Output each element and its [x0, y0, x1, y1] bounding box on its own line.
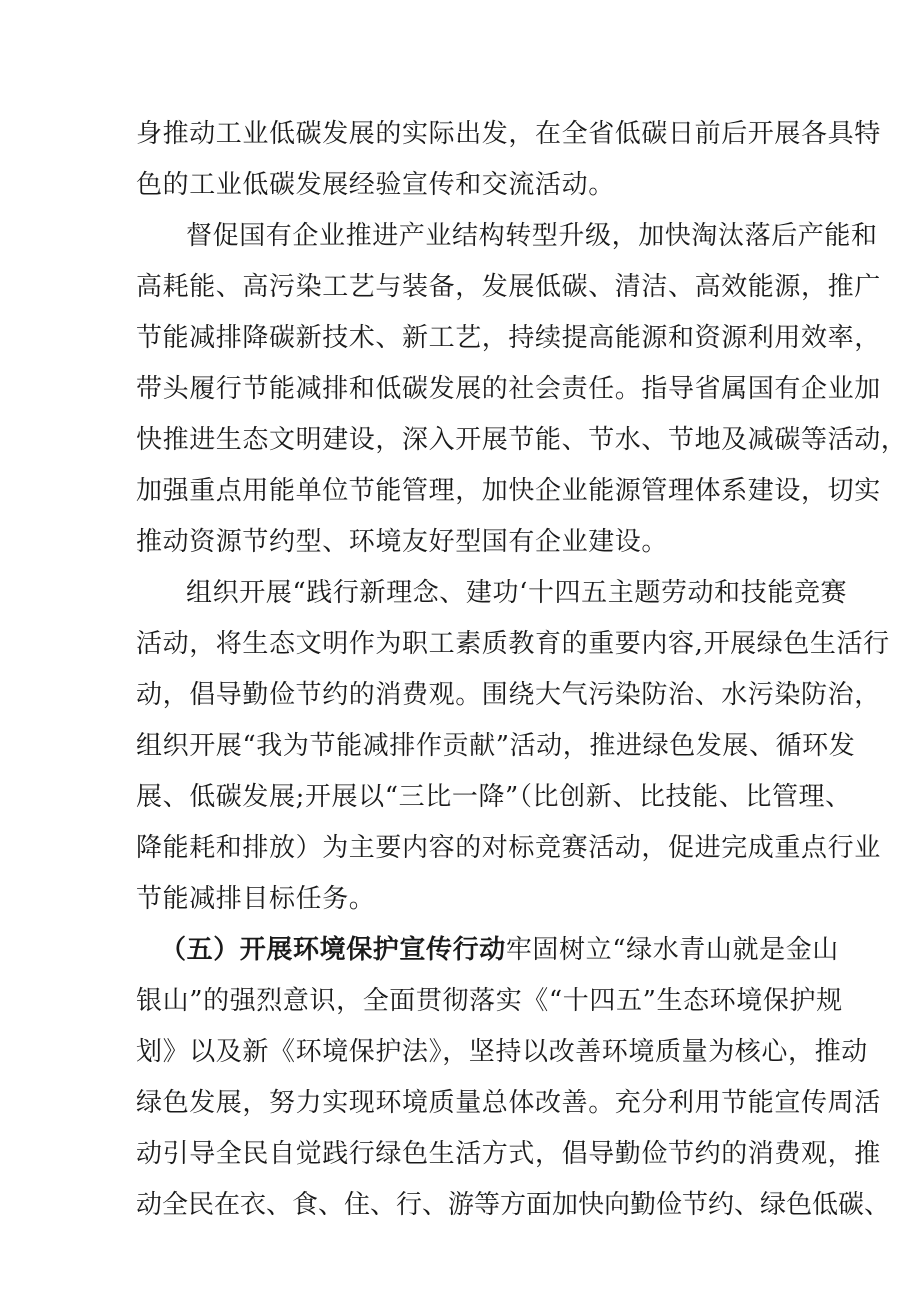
section-heading-continuation: 牢固树立“绿水青山就是金山 — [505, 935, 839, 965]
paragraph-line: 活动，将生态文明作为职工素质教育的重要内容,开展绿色生活行 — [136, 629, 890, 659]
section-first-line — [160, 922, 912, 978]
paragraph-line: 快推进生态文明建设，深入开展节能、节水、节地及减碳等活动， — [136, 425, 908, 455]
paragraph-line: 划》以及新《环境保护法》，坚持以改善环境质量为核心，推动 — [136, 1037, 868, 1067]
paragraph-line: 组织开展“践行新理念、建功‘十四五主题劳动和技能竞赛 — [186, 578, 848, 608]
paragraph-line: 降能耗和排放）为主要内容的对标竞赛活动，促进完成重点行业 — [136, 833, 881, 863]
paragraph-line: 节能减排目标任务。 — [136, 884, 376, 914]
paragraph-line: 节能减排降碳新技术、新工艺，持续提高能源和资源利用效率， — [136, 323, 881, 353]
paragraph-line: 色的工业低碳发展经验宣传和交流活动。 — [136, 170, 615, 200]
paragraph-line: 展、低碳发展;开展以“三比一降”（比创新、比技能、比管理、 — [136, 782, 852, 812]
paragraph-line: 身推动工业低碳发展的实际出发，在全省低碳日前后开展各具特 — [136, 119, 881, 149]
paragraph-line: 绿色发展，努力实现环境质量总体改善。充分利用节能宣传周活 — [136, 1088, 881, 1118]
paragraph-line: 推动资源节约型、环境友好型国有企业建设。 — [136, 527, 669, 557]
paragraph-line: 高耗能、高污染工艺与装备，发展低碳、清洁、高效能源，推广 — [136, 272, 881, 302]
paragraph-line: 督促国有企业推进产业结构转型升级，加快淘汰落后产能和 — [186, 221, 878, 251]
paragraph-line: 动，倡导勤俭节约的消费观。围绕大气污染防治、水污染防治， — [136, 680, 881, 710]
paragraph-line: 动全民在衣、食、住、行、游等方面加快向勤俭节约、绿色低碳、 — [136, 1190, 891, 1220]
paragraph-line: 银山”的强烈意识，全面贯彻落实《“十四五”生态环境保护规 — [136, 986, 843, 1016]
paragraph-line: 加强重点用能单位节能管理，加快企业能源管理体系建设，切实 — [136, 476, 881, 506]
paragraph-line: 组织开展“我为节能减排作贡献”活动，推进绿色发展、循环发 — [136, 731, 856, 761]
section-heading: （五）开展环境保护宣传行动 — [160, 935, 506, 965]
paragraph-line: 带头履行节能减排和低碳发展的社会责任。指导省属国有企业加 — [136, 374, 881, 404]
paragraph-line: 动引导全民自觉践行绿色生活方式，倡导勤俭节约的消费观，推 — [136, 1139, 881, 1169]
